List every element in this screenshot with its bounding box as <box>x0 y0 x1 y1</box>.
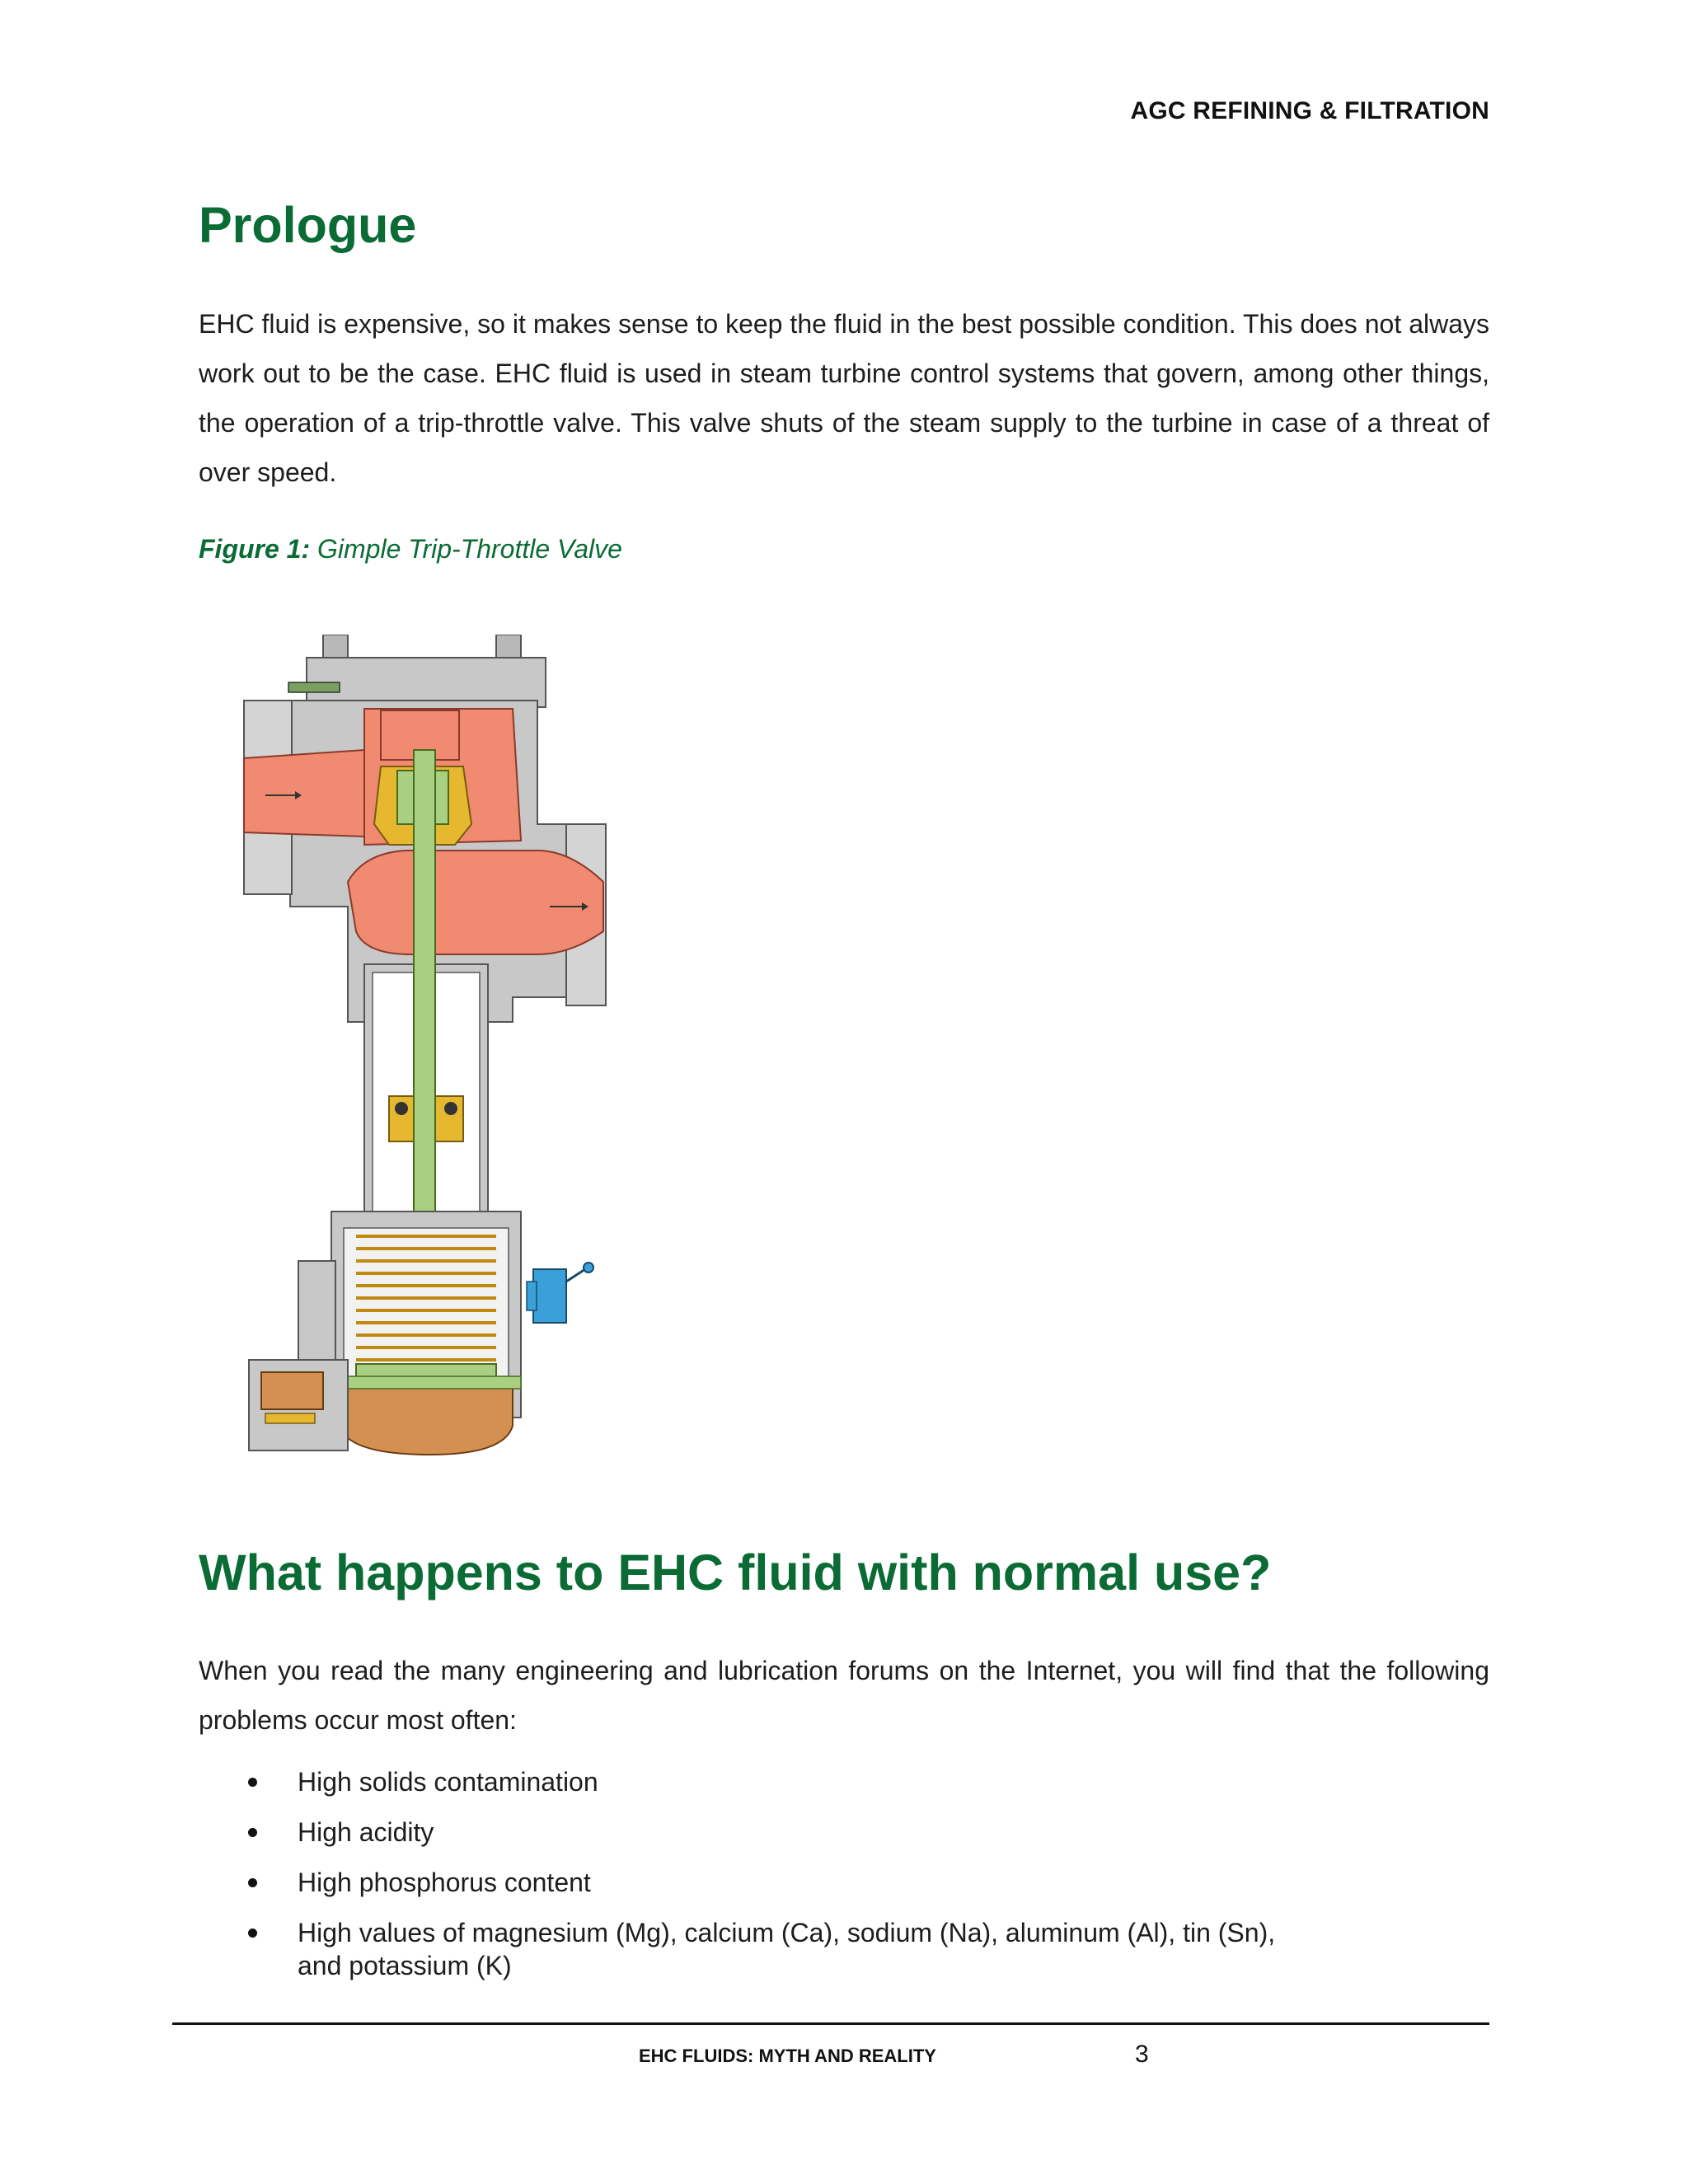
list-item: High solids contamination <box>199 1765 1484 1798</box>
page-number: 3 <box>1135 2041 1149 2068</box>
list-item: High values of magnesium (Mg), calcium (Ca), sodium (Na), aluminum (Al), tin (Sn), and potassium (K) <box>199 1916 1484 1982</box>
prologue-paragraph: EHC fluid is expensive, so it makes sense to keep the fluid in the best possible condition. This does not always work out to be the case. EHC fluid is used in steam turbine control systems that govern, among other things, the operation of a trip-throttle valve. This valve shuts of the steam supply to the turbine in case of a threat of over speed. <box>199 309 1489 487</box>
trip-throttle-valve-diagram <box>241 635 612 1467</box>
figure-caption <box>199 534 622 565</box>
steam-outlet-passage <box>348 851 603 954</box>
valve-top-flange <box>288 635 546 707</box>
list-item: High phosphorus content <box>199 1866 1484 1899</box>
bullet-icon <box>248 1778 257 1787</box>
list-item: High acidity <box>199 1816 1484 1849</box>
bullet-icon <box>248 1929 257 1938</box>
problems-list <box>199 1765 1484 1999</box>
actuator-solenoid <box>527 1263 593 1323</box>
bullet-icon <box>248 1878 257 1887</box>
footer-divider <box>172 2022 1489 2025</box>
footer-title: EHC FLUIDS: MYTH AND REALITY <box>639 2046 936 2066</box>
trip-mechanism <box>249 1360 348 1451</box>
hydraulic-cylinder <box>331 1376 521 1455</box>
figure-caption-text: Gimple Trip-Throttle Valve <box>317 534 622 564</box>
bullet-icon <box>248 1828 257 1837</box>
figure-label: Figure 1: <box>199 534 311 564</box>
prologue-heading: Prologue <box>199 197 417 253</box>
section-heading-normal-use: What happens to EHC fluid with normal use? <box>199 1544 1272 1601</box>
steam-inlet-passage <box>244 750 373 837</box>
section-paragraph: When you read the many engineering and lubrication forums on the Internet, you will find that the following problems occur most often: <box>199 1656 1489 1735</box>
running-header: AGC REFINING & FILTRATION <box>1130 97 1489 124</box>
